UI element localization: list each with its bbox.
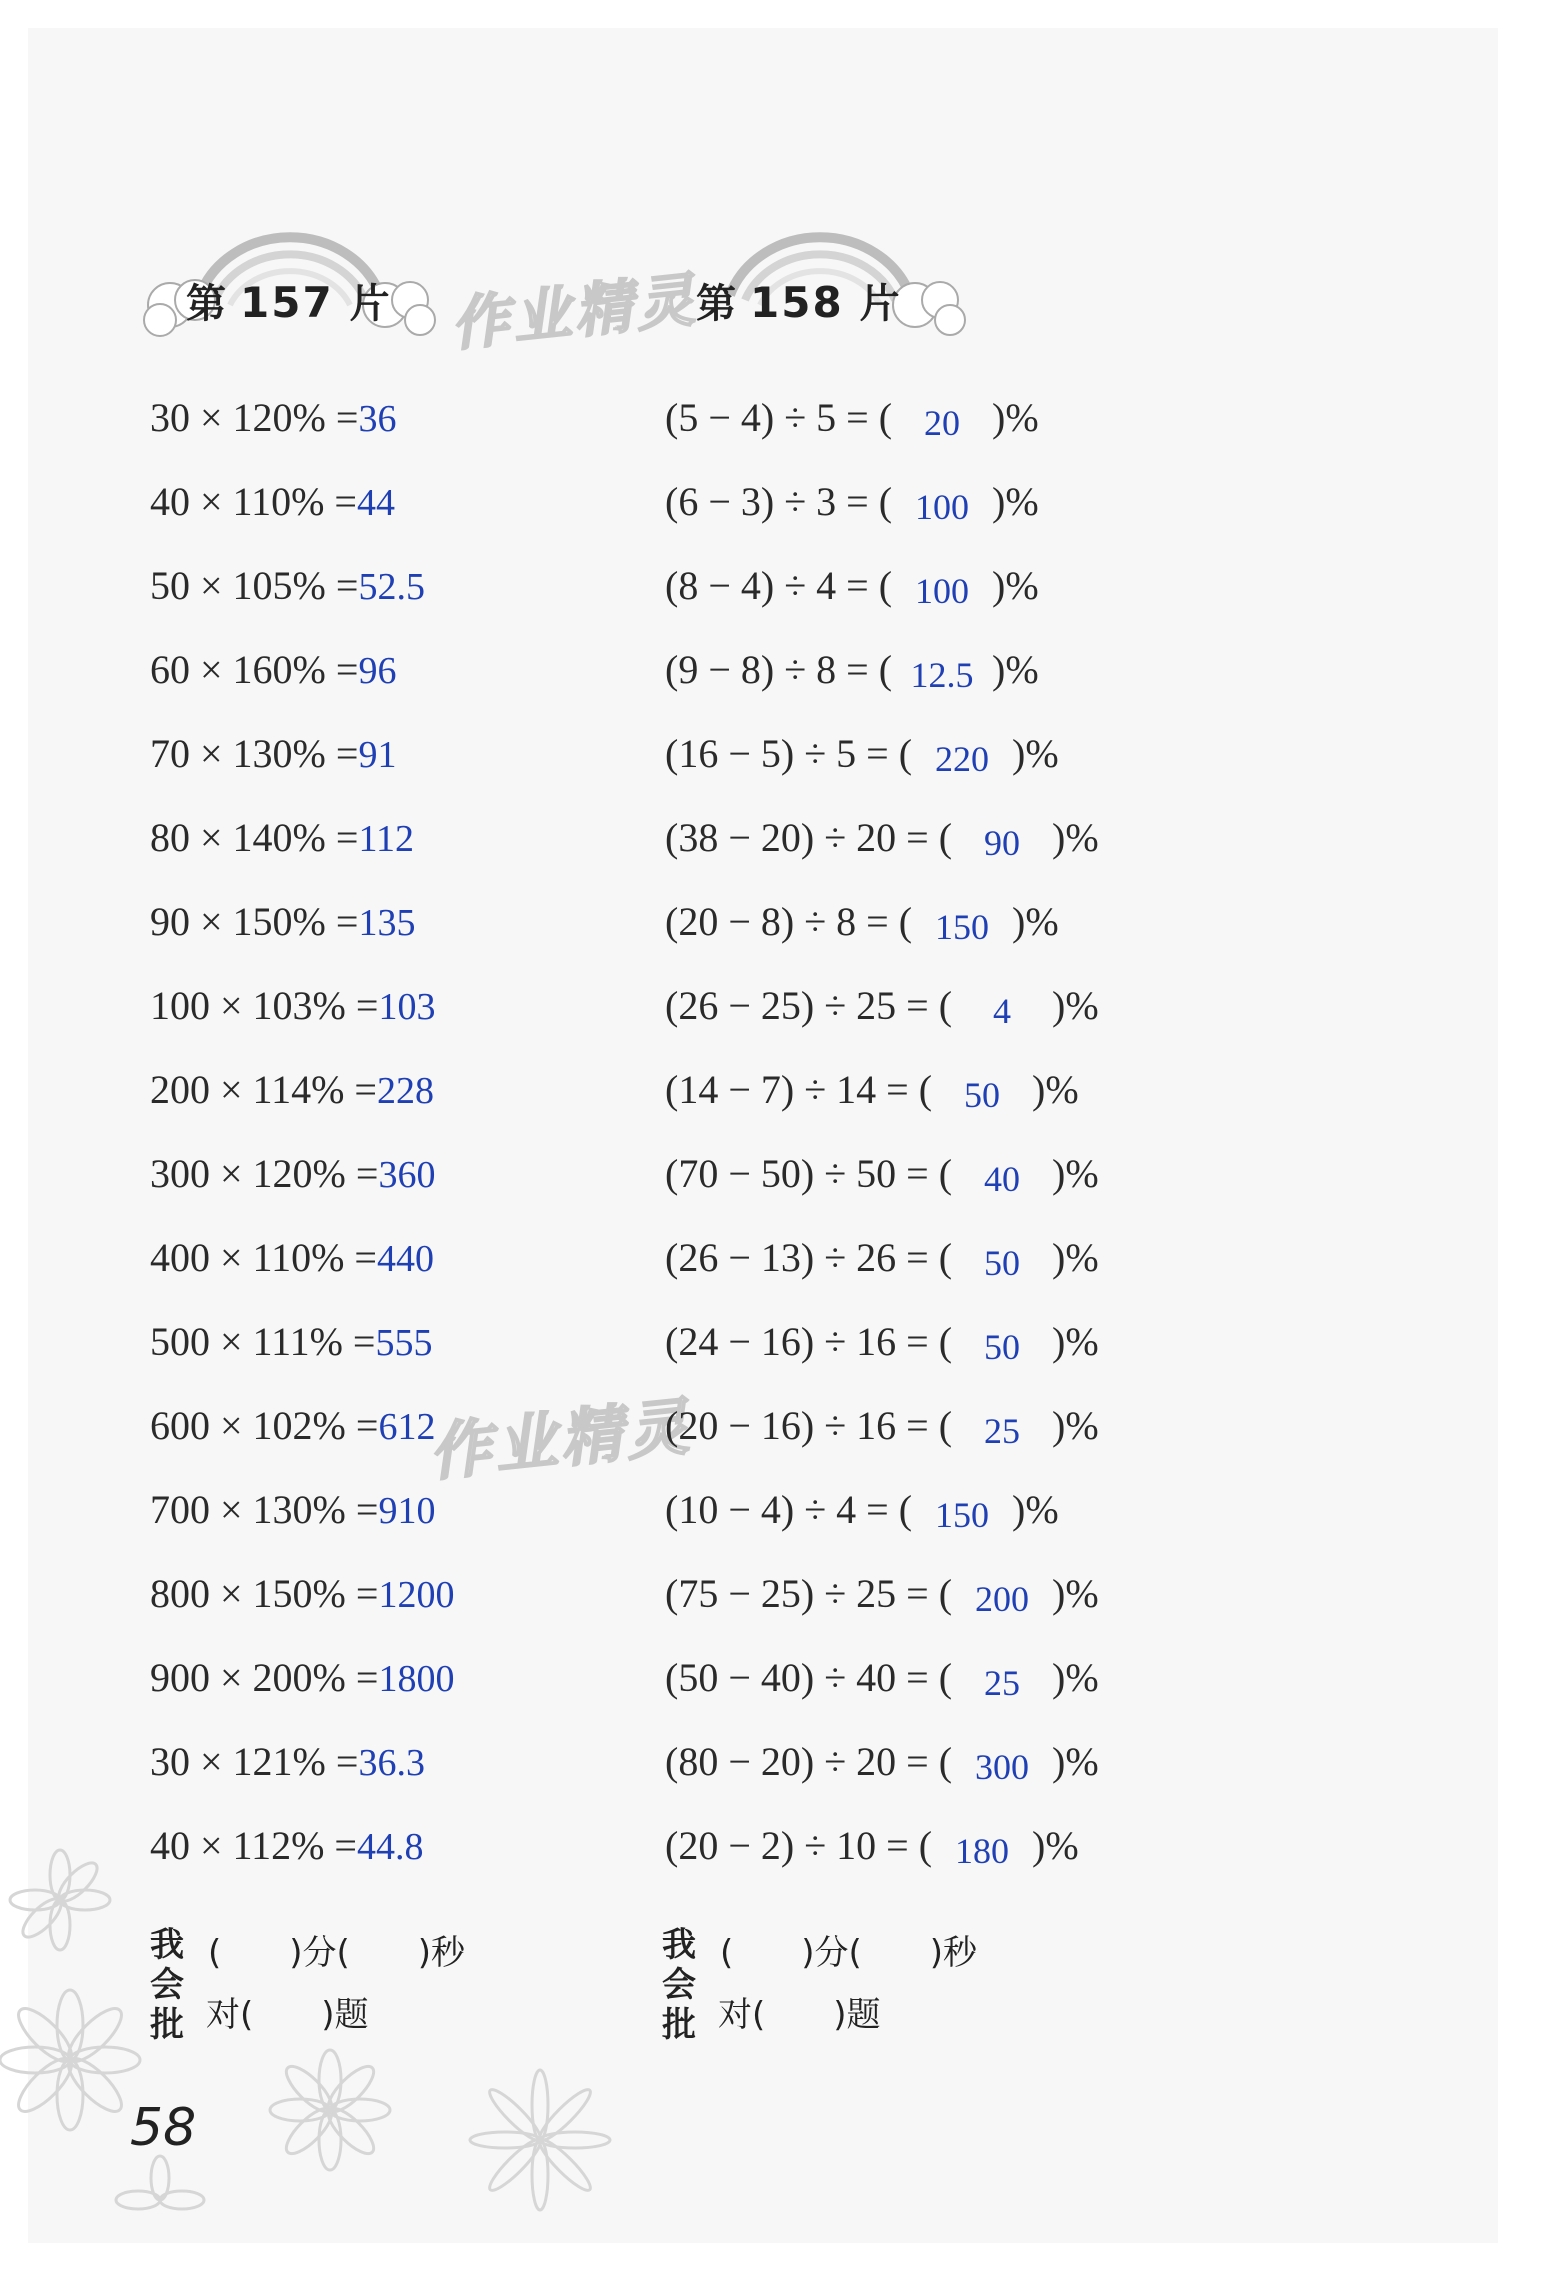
problem-row — [665, 892, 1099, 976]
problem-row — [665, 1648, 1099, 1732]
right-problem-list — [665, 388, 1099, 1900]
problem-text: (9 − 8) ÷ 8 = ( — [665, 647, 893, 692]
problem-text: (24 − 16) ÷ 16 = ( — [665, 1319, 953, 1364]
problem-end: )% — [1052, 983, 1099, 1028]
answer-text: 52.5 — [358, 566, 425, 608]
answer-text: 180 — [955, 1831, 1010, 1871]
answer-text: 1800 — [378, 1658, 455, 1700]
answer-text: 220 — [935, 739, 990, 779]
problem-row — [665, 472, 1099, 556]
answer-text: 910 — [378, 1490, 436, 1532]
problem-text: (70 − 50) ÷ 50 = ( — [665, 1151, 953, 1196]
answer-text: 555 — [375, 1322, 433, 1364]
problem-text: (10 − 4) ÷ 4 = ( — [665, 1487, 913, 1532]
answer-text: 50 — [984, 1243, 1021, 1283]
answer-text: 20 — [924, 403, 961, 443]
problem-end: )% — [992, 395, 1039, 440]
problem-end: )% — [1052, 1403, 1099, 1448]
answer-text: 50 — [964, 1075, 1001, 1115]
tag-char: 我 — [662, 1925, 696, 1965]
problem-row — [150, 1228, 454, 1312]
problem-row — [665, 1312, 1099, 1396]
problem-row — [665, 556, 1099, 640]
problem-text: 500 × 111% = — [150, 1319, 376, 1364]
tag-char: 批 — [662, 2005, 696, 2045]
answer-text: 44.8 — [356, 1826, 424, 1868]
problem-row — [150, 1816, 454, 1900]
problem-row — [665, 1144, 1099, 1228]
answer-text: 612 — [378, 1406, 436, 1448]
problem-end: )% — [1012, 899, 1059, 944]
problem-text: 700 × 130% = — [150, 1487, 379, 1532]
problem-end: )% — [1052, 1235, 1099, 1280]
problem-text: (5 − 4) ÷ 5 = ( — [665, 395, 893, 440]
problem-text: 30 × 120% = — [150, 395, 359, 440]
problem-text: (50 − 40) ÷ 40 = ( — [665, 1655, 953, 1700]
problem-row — [150, 640, 454, 724]
answer-text: 100 — [915, 487, 970, 527]
answer-text: 36 — [358, 398, 397, 440]
problem-text: (16 − 5) ÷ 5 = ( — [665, 731, 913, 776]
problem-text: 40 × 110% = — [150, 479, 357, 524]
problem-text: 80 × 140% = — [150, 815, 359, 860]
problem-row — [665, 1816, 1099, 1900]
problem-row — [150, 472, 454, 556]
problem-row — [150, 1648, 454, 1732]
problem-end: )% — [992, 647, 1039, 692]
problem-text: (38 − 20) ÷ 20 = ( — [665, 815, 953, 860]
problem-end: )% — [1052, 1739, 1099, 1784]
problem-end: )% — [1052, 1571, 1099, 1616]
problem-row — [150, 1396, 454, 1480]
problem-text: 100 × 103% = — [150, 983, 379, 1028]
answer-text: 103 — [378, 986, 436, 1028]
problem-row — [665, 976, 1099, 1060]
section-header-157 — [140, 210, 440, 350]
time-line: ( )分( )秒 — [208, 1933, 466, 1973]
page-number: 58 — [130, 2098, 197, 2158]
header-suffix: 片 — [859, 281, 902, 327]
problem-text: (26 − 13) ÷ 26 = ( — [665, 1235, 953, 1280]
problem-row — [665, 1228, 1099, 1312]
header-number: 158 — [750, 278, 844, 327]
problem-row — [665, 1564, 1099, 1648]
problem-end: )% — [1052, 1655, 1099, 1700]
self-grading-tag — [150, 1925, 190, 2045]
problem-text: (80 − 20) ÷ 20 = ( — [665, 1739, 953, 1784]
left-problem-list — [150, 388, 454, 1900]
answer-text: 1200 — [378, 1574, 455, 1616]
problem-row — [665, 1396, 1099, 1480]
problem-row — [665, 808, 1099, 892]
self-grading-tag — [662, 1925, 702, 2045]
problem-text: 300 × 120% = — [150, 1151, 379, 1196]
problem-end: )% — [1052, 1151, 1099, 1196]
problem-text: 50 × 105% = — [150, 563, 359, 608]
problem-text: 30 × 121% = — [150, 1739, 359, 1784]
problem-text: 600 × 102% = — [150, 1403, 379, 1448]
problem-end: )% — [1012, 1487, 1059, 1532]
problem-row — [150, 1144, 454, 1228]
problem-text: 900 × 200% = — [150, 1655, 379, 1700]
answer-text: 100 — [915, 571, 970, 611]
problem-end: )% — [1052, 1319, 1099, 1364]
problem-text: (26 − 25) ÷ 25 = ( — [665, 983, 953, 1028]
answer-text: 25 — [984, 1411, 1021, 1451]
problem-text: (20 − 16) ÷ 16 = ( — [665, 1403, 953, 1448]
problem-row — [665, 640, 1099, 724]
problem-row — [665, 388, 1099, 472]
answer-text: 135 — [358, 902, 416, 944]
problem-row — [150, 976, 454, 1060]
answer-text: 360 — [378, 1154, 436, 1196]
correct-count-line: 对( )题 — [718, 1995, 881, 2035]
header-prefix: 第 — [186, 281, 228, 327]
answer-text: 300 — [975, 1747, 1030, 1787]
problem-row — [150, 1564, 454, 1648]
answer-text: 112 — [358, 818, 415, 860]
problem-text: (75 − 25) ÷ 25 = ( — [665, 1571, 953, 1616]
answer-text: 96 — [358, 650, 397, 692]
header-prefix: 第 — [696, 281, 738, 327]
problem-row — [150, 1060, 454, 1144]
problem-end: )% — [992, 563, 1039, 608]
header-number: 157 — [240, 278, 334, 327]
answer-text: 44 — [356, 482, 395, 524]
problem-text: (14 − 7) ÷ 14 = ( — [665, 1067, 933, 1112]
problem-row — [150, 808, 454, 892]
correct-count-line: 对( )题 — [206, 1995, 369, 2035]
answer-text: 150 — [935, 1495, 990, 1535]
problem-text: 60 × 160% = — [150, 647, 359, 692]
answer-text: 36.3 — [358, 1742, 425, 1784]
watermark-logo: 作业精灵 — [447, 265, 702, 359]
answer-text: 228 — [376, 1070, 434, 1112]
tag-char: 批 — [150, 2005, 184, 2045]
answer-text: 150 — [935, 907, 990, 947]
time-line: ( )分( )秒 — [720, 1933, 978, 1973]
problem-text: 70 × 130% = — [150, 731, 359, 776]
problem-row — [665, 724, 1099, 808]
problem-text: (8 − 4) ÷ 4 = ( — [665, 563, 893, 608]
problem-row — [150, 724, 454, 808]
problem-text: 800 × 150% = — [150, 1571, 379, 1616]
problem-end: )% — [1032, 1067, 1079, 1112]
problem-row — [150, 892, 454, 976]
answer-text: 4 — [993, 991, 1012, 1031]
answer-text: 25 — [984, 1663, 1021, 1703]
problem-end: )% — [1052, 815, 1099, 860]
problem-end: )% — [992, 479, 1039, 524]
problem-row — [665, 1480, 1099, 1564]
tag-char: 我 — [150, 1925, 184, 1965]
section-header-158 — [670, 210, 970, 350]
answer-text: 40 — [984, 1159, 1021, 1199]
problem-row — [150, 1480, 454, 1564]
problem-text: 40 × 112% = — [150, 1823, 357, 1868]
watermark-logo: 作业精灵 — [425, 1389, 696, 1490]
tag-char: 会 — [662, 1965, 696, 2005]
problem-text: 90 × 150% = — [150, 899, 359, 944]
problem-row — [150, 1732, 454, 1816]
problem-row — [150, 388, 454, 472]
problem-end: )% — [1012, 731, 1059, 776]
answer-text: 50 — [984, 1327, 1021, 1367]
answer-text: 90 — [984, 823, 1021, 863]
answer-text: 91 — [358, 734, 397, 776]
answer-text: 440 — [376, 1238, 434, 1280]
problem-row — [665, 1060, 1099, 1144]
problem-row — [150, 1312, 454, 1396]
problem-text: (20 − 8) ÷ 8 = ( — [665, 899, 913, 944]
problem-text: 200 × 114% = — [150, 1067, 377, 1112]
problem-row — [150, 556, 454, 640]
tag-char: 会 — [150, 1965, 184, 2005]
answer-text: 12.5 — [910, 655, 974, 695]
header-suffix: 片 — [349, 281, 392, 327]
problem-text: (6 − 3) ÷ 3 = ( — [665, 479, 893, 524]
problem-end: )% — [1032, 1823, 1079, 1868]
problem-row — [665, 1732, 1099, 1816]
problem-text: (20 − 2) ÷ 10 = ( — [665, 1823, 933, 1868]
answer-text: 200 — [975, 1579, 1030, 1619]
problem-text: 400 × 110% = — [150, 1235, 377, 1280]
